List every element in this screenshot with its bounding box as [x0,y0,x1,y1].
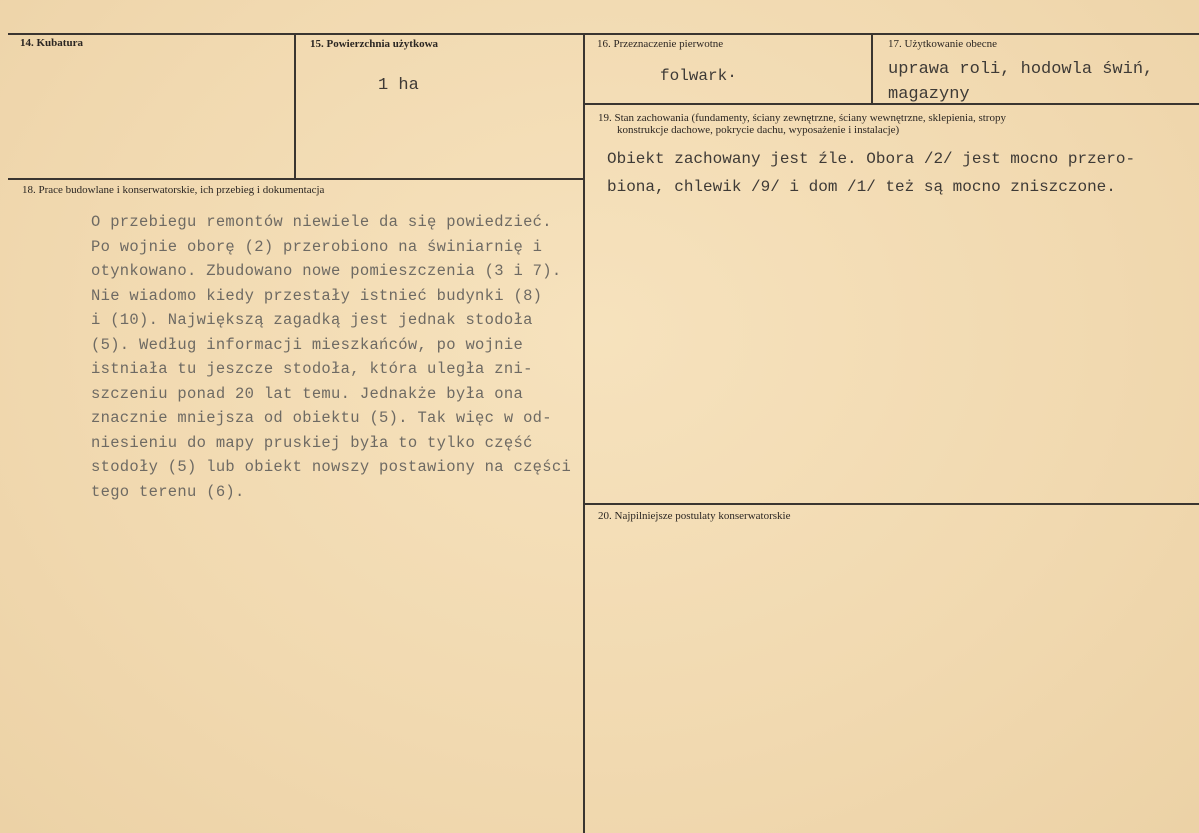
field-19-line-2: biona, chlewik /9/ i dom /1/ też są mocno zniszczone. [607,178,1116,196]
field-18-line: znacznie mniejsza od obiektu (5). Tak więc w od- [91,409,552,427]
field-18-line: Po wojnie oborę (2) przerobiono na świniarnię i [91,237,543,256]
field-17-line-2: magazyny [888,85,970,104]
field-18-line: stodoły (5) lub obiekt nowszy postawiony na części [91,458,572,476]
field-18-line: szczeniu ponad 20 lat temu. Jednakże była ona [91,384,524,403]
field-18-line: niesieniu do mapy pruskiej była to tylko część [91,433,533,452]
field-18-line: O przebiegu remontów niewiele da się powiedzieć. [91,213,552,231]
field-17-label: 17. Użytkowanie obecne [888,38,998,50]
field-14-label: 14. Kubatura [20,37,83,49]
field-18-line: otynkowano. Zbudowano nowe pomieszczenia (3 i 7). [91,262,562,280]
field-20-label: 20. Najpilniejsze postulaty konserwatorskie [598,510,791,522]
field-15-value: 1 ha [378,76,419,95]
field-19-label-line-1: 19. Stan zachowania (fundamenty, ściany zewnętrzne, ściany wewnętrzne, sklepienia, stropy [598,112,1006,124]
field-15-label: 15. Powierzchnia użytkowa [310,38,439,50]
field-18-line: (5). Według informacji mieszkańców, po wojnie [91,335,524,354]
top-rule [8,33,1199,35]
field-17-line-1: uprawa roli, hodowla świń, [888,60,1154,79]
rule-above-18 [8,178,585,180]
field-16-label: 16. Przeznaczenie pierwotne [597,38,724,50]
field-18-text [91,213,581,513]
field-18-line: tego terenu (6). [91,482,245,501]
field-16-value: folwark· [660,67,737,85]
field-19-line-1: Obiekt zachowany jest źle. Obora /2/ jest mocno przero- [607,150,1136,168]
field-18-line: Nie wiadomo kiedy przestały istnieć budynki (8) [91,286,543,305]
field-18-line: i (10). Największą zagadką jest jednak stodoła [91,311,533,329]
field-18-line: istniała tu jeszcze stodoła, która uległa zni- [91,360,533,378]
divider-16-17 [871,33,873,103]
divider-14-15 [294,33,296,178]
divider-center [583,33,585,833]
field-18-label: 18. Prace budowlane i konserwatorskie, ich przebieg i dokumentacja [22,184,325,196]
field-19-label-line-2: konstrukcje dachowe, pokrycie dachu, wyposażenie i instalacje) [617,124,900,136]
rule-above-20 [585,503,1199,505]
